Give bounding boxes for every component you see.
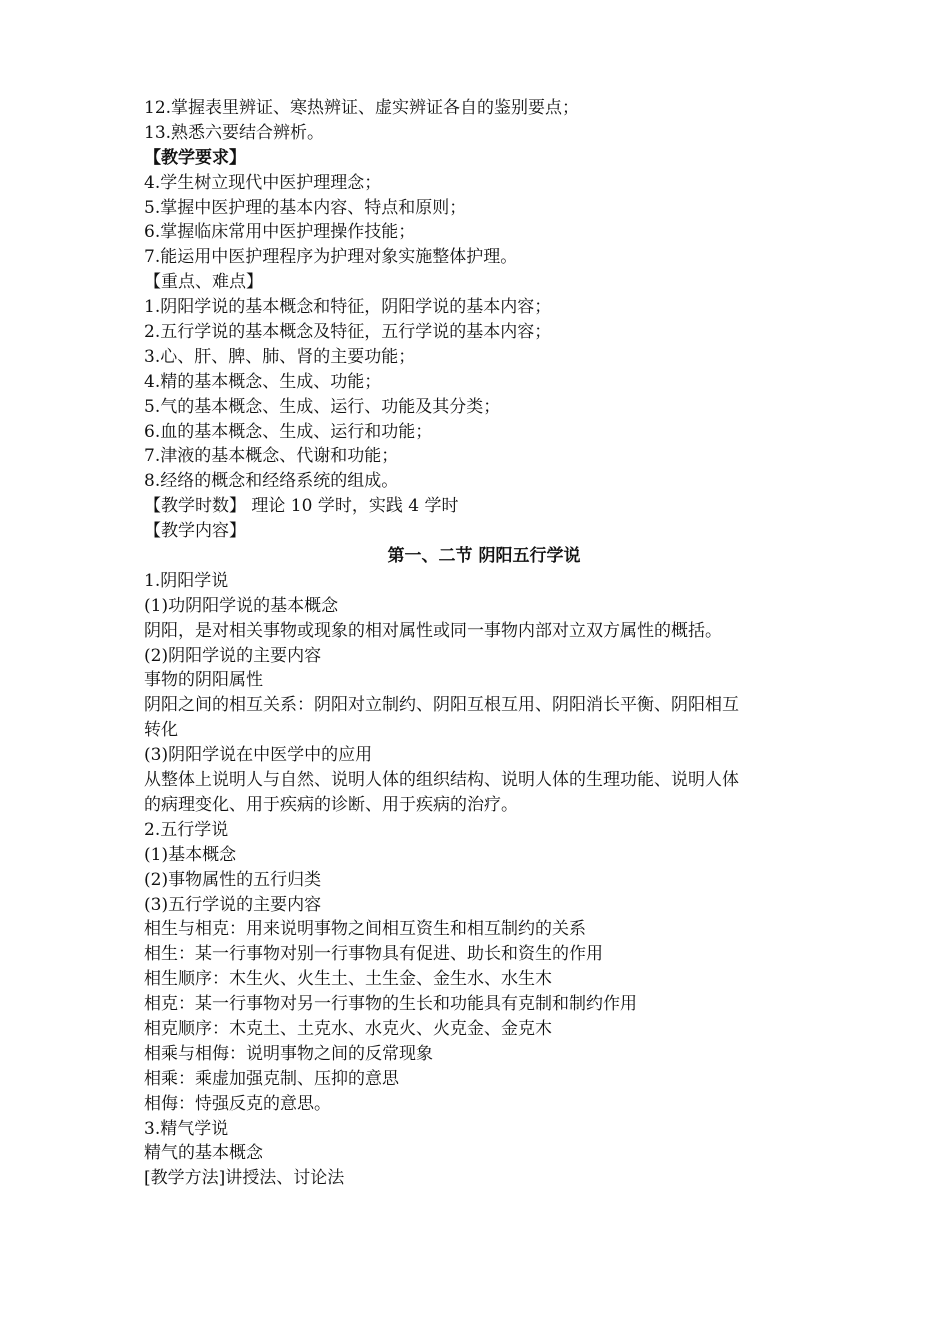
document-page xyxy=(144,96,824,1191)
text-line: 相生：某一行事物对别一行事物具有促进、助长和资生的作用 xyxy=(144,944,603,965)
text-line: 相生顺序：木生火、火生土、土生金、金生水、水生木 xyxy=(144,969,552,990)
text-line: 6.掌握临床常用中医护理操作技能； xyxy=(144,222,416,243)
text-line: 3.精气学说 xyxy=(144,1118,229,1139)
text-line: 的病理变化、用于疾病的诊断、用于疾病的治疗。 xyxy=(144,794,518,815)
text-line: 4.学生树立现代中医护理理念； xyxy=(144,172,382,193)
text-line: (3)五行学说的主要内容 xyxy=(144,894,322,915)
text-line: 1.阴阳学说的基本概念和特征，阴阳学说的基本内容； xyxy=(144,297,552,318)
text-line: 12.掌握表里辨证、寒热辨证、虚实辨证各自的鉴别要点； xyxy=(144,98,580,118)
text-line: 转化 xyxy=(144,720,178,741)
text-line: 相侮：恃强反克的意思。 xyxy=(144,1093,331,1114)
text-line: 7.能运用中医护理程序为护理对象实施整体护理。 xyxy=(144,247,518,268)
bold-heading-line: 【教学要求】 xyxy=(144,147,246,168)
text-line: (1)功阴阳学说的基本概念 xyxy=(144,595,339,616)
text-line: 事物的阴阳属性 xyxy=(144,670,263,691)
text-line: [教学方法]讲授法、讨论法 xyxy=(144,1168,345,1189)
text-line: 从整体上说明人与自然、说明人体的组织结构、说明人体的生理功能、说明人体 xyxy=(144,770,739,791)
text-line: 【教学内容】 xyxy=(144,521,246,542)
text-line: 3.心、肝、脾、肺、肾的主要功能； xyxy=(144,346,416,367)
text-line: 精气的基本概念 xyxy=(144,1143,263,1164)
section-heading: 第一、二节 阴阳五行学说 xyxy=(387,546,581,567)
text-line: 【重点、难点】 xyxy=(144,272,263,293)
text-line: 13.熟悉六要结合辨析。 xyxy=(144,122,325,143)
text-line: 6.血的基本概念、生成、运行和功能； xyxy=(144,421,433,442)
text-line: 2.五行学说 xyxy=(144,819,229,840)
text-line: 1.阴阳学说 xyxy=(144,570,229,591)
text-line: 相克：某一行事物对另一行事物的生长和功能具有克制和制约作用 xyxy=(144,994,637,1015)
text-line: 相乘：乘虚加强克制、压抑的意思 xyxy=(144,1068,399,1089)
text-line: (3)阴阳学说在中医学中的应用 xyxy=(144,745,373,766)
text-line: 相生与相克：用来说明事物之间相互资生和相互制约的关系 xyxy=(144,919,586,940)
text-line: 7.津液的基本概念、代谢和功能； xyxy=(144,446,399,467)
text-line: 阴阳，是对相关事物或现象的相对属性或同一事物内部对立双方属性的概括。 xyxy=(144,620,722,641)
text-line: 2.五行学说的基本概念及特征，五行学说的基本内容； xyxy=(144,322,552,343)
text-line: 5.气的基本概念、生成、运行、功能及其分类； xyxy=(144,396,501,417)
text-line: 5.掌握中医护理的基本内容、特点和原则； xyxy=(144,197,467,218)
text-line: 相克顺序：木克土、土克水、水克火、火克金、金克木 xyxy=(144,1018,552,1039)
text-line: (2)事物属性的五行归类 xyxy=(144,869,322,890)
text-line: (2)阴阳学说的主要内容 xyxy=(144,645,322,666)
text-line: 阴阳之间的相互关系：阴阳对立制约、阴阳互根互用、阴阳消长平衡、阴阳相互 xyxy=(144,695,739,716)
text-line: 相乘与相侮：说明事物之间的反常现象 xyxy=(144,1043,433,1064)
text-line: 【教学时数】 理论 10 学时，实践 4 学时 xyxy=(144,496,459,517)
text-line: 8.经络的概念和经络系统的组成。 xyxy=(144,471,399,492)
text-line: (1)基本概念 xyxy=(144,844,237,865)
text-line: 4.精的基本概念、生成、功能； xyxy=(144,371,382,392)
